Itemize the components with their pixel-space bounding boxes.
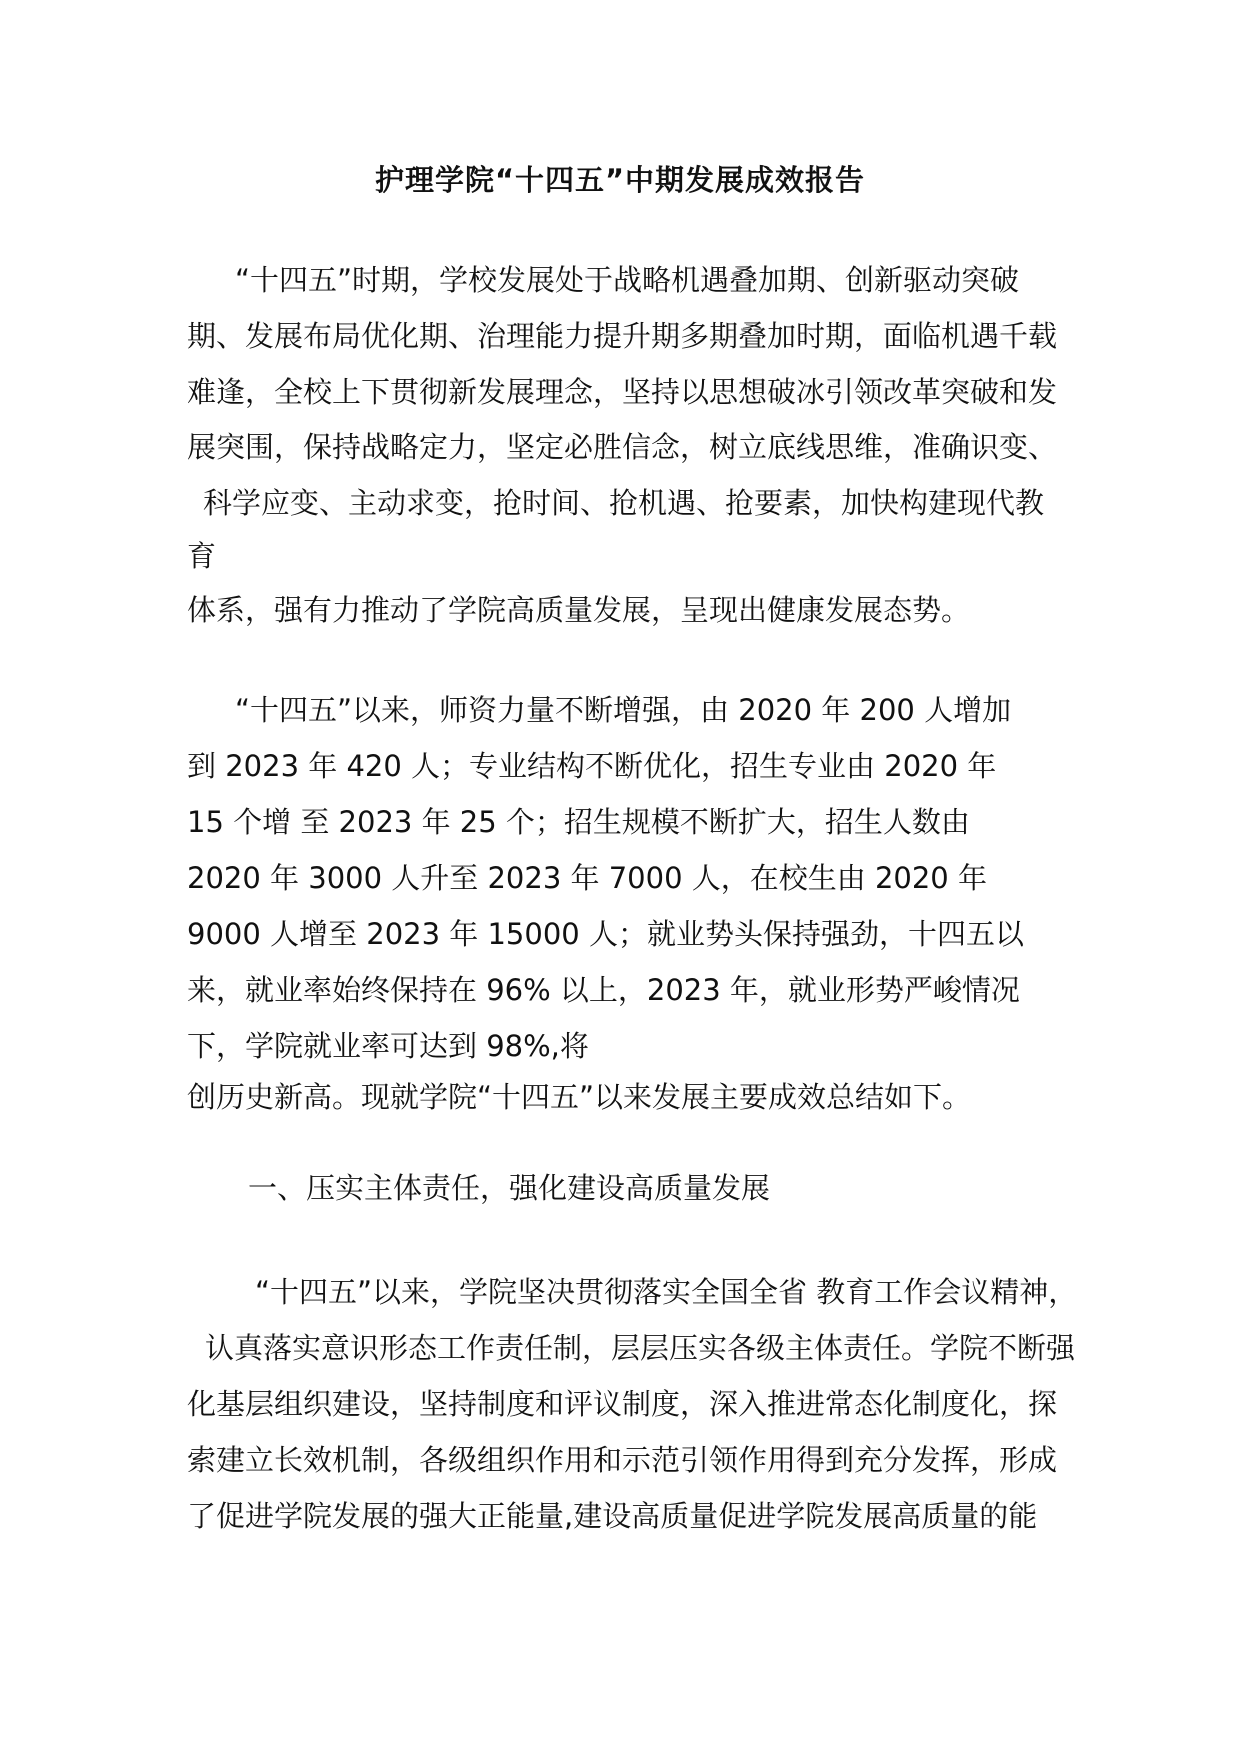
paragraph-2-line: 到 2023 年 420 人；专业结构不断优化，招生专业由 2020 年 bbox=[187, 749, 997, 783]
paragraph-1-line: 体系，强有力推动了学院高质量发展，呈现出健康发展态势。 bbox=[187, 593, 971, 627]
paragraph-2-line: 下，学院就业率可达到 98%,将 bbox=[187, 1029, 589, 1063]
paragraph-2-line: “十四五”以来，师资力量不断增强，由 2020 年 200 人增加 bbox=[235, 693, 1012, 727]
paragraph-1-line: 期、发展布局优化期、治理能力提升期多期叠加时期，面临机遇千载 bbox=[187, 319, 1058, 353]
paragraph-1-line: 难逢，全校上下贯彻新发展理念，坚持以思想破冰引领改革突破和发 bbox=[187, 375, 1058, 409]
paragraph-1-line: 科学应变、主动求变，抢时间、抢机遇、抢要素，加快构建现代教 bbox=[203, 486, 1045, 520]
paragraph-3-line: 索建立长效机制，各级组织作用和示范引领作用得到充分发挥，形成 bbox=[187, 1443, 1058, 1477]
paragraph-1-line: “十四五”时期，学校发展处于战略机遇叠加期、创新驱动突破 bbox=[235, 263, 1020, 297]
paragraph-2-line: 2020 年 3000 人升至 2023 年 7000 人，在校生由 2020 年 bbox=[187, 861, 987, 895]
document-title: 护理学院“十四五”中期发展成效报告 bbox=[374, 163, 866, 197]
paragraph-3-line: 认真落实意识形态工作责任制，层层压实各级主体责任。学院不断强 bbox=[205, 1331, 1076, 1365]
paragraph-3-line: 化基层组织建设，坚持制度和评议制度，深入推进常态化制度化，探 bbox=[187, 1387, 1058, 1421]
paragraph-2-line: 15 个增 至 2023 年 25 个；招生规模不断扩大，招生人数由 bbox=[187, 805, 970, 839]
paragraph-2-line: 来，就业率始终保持在 96% 以上，2023 年，就业形势严峻情况 bbox=[187, 973, 1020, 1007]
paragraph-2-line: 创历史新高。现就学院“十四五”以来发展主要成效总结如下。 bbox=[187, 1080, 972, 1114]
paragraph-3-line: 了促进学院发展的强大正能量,建设高质量促进学院发展高质量的能 bbox=[187, 1499, 1038, 1533]
paragraph-2-line: 9000 人增至 2023 年 15000 人；就业势头保持强劲，十四五以 bbox=[187, 917, 1024, 951]
paragraph-3-line: “十四五”以来，学院坚决贯彻落实全国全省 教育工作会议精神， bbox=[255, 1275, 1078, 1309]
section-heading: 一、压实主体责任，强化建设高质量发展 bbox=[248, 1171, 771, 1205]
paragraph-1-line: 展突围，保持战略定力，坚定必胜信念，树立底线思维，准确识变、 bbox=[187, 430, 1058, 464]
paragraph-1-line: 育 bbox=[187, 539, 217, 573]
